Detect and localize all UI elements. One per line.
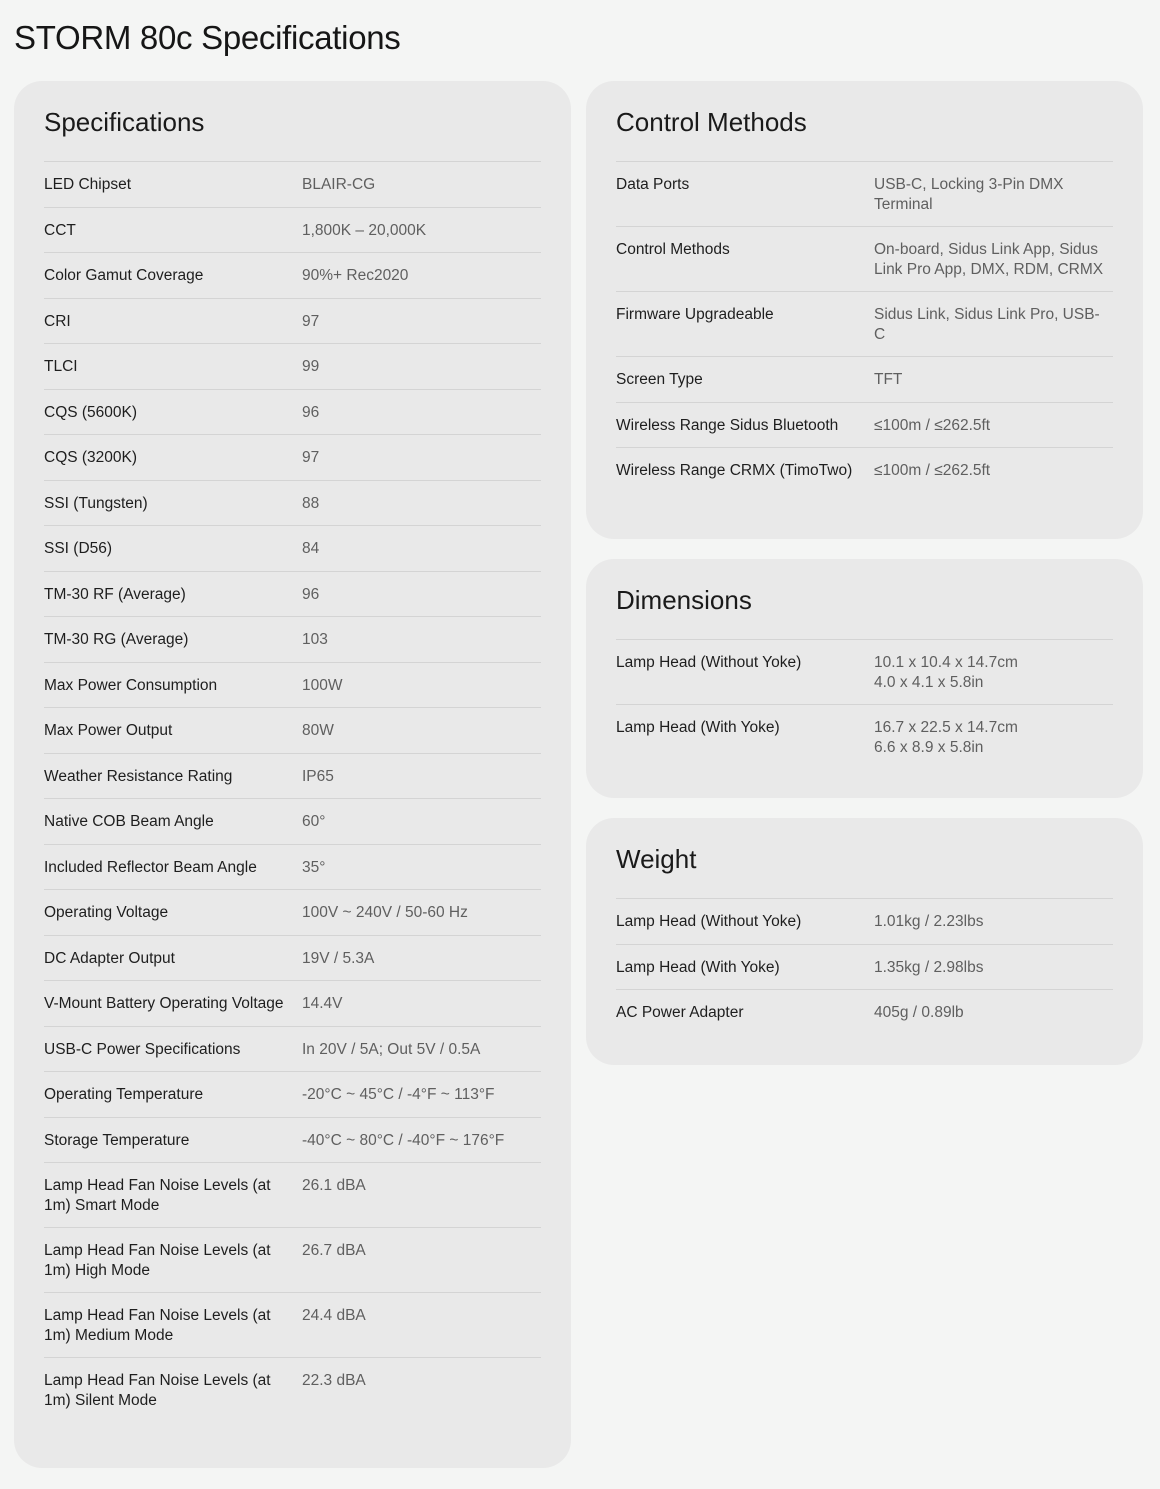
spec-label: CQS (3200K) [44,449,138,466]
spec-label: Max Power Output [44,722,173,739]
dimension-label: Lamp Head (Without Yoke) [616,654,802,671]
spec-value: 35° [302,858,326,876]
spec-label: CQS (5600K) [44,403,138,421]
weight-row-ac-adapter [616,990,1113,1036]
spec-label: LED Chipset [44,176,132,193]
dimension-imperial: 4.0 x 4.1 x 5.8in [874,673,984,691]
spec-row-cqs-5600k [44,390,541,436]
spec-value: BLAIR-CG [302,176,376,193]
dimension-metric: 16.7 x 22.5 x 14.7cm [874,719,1018,736]
control-label: Screen Type [616,371,703,388]
spec-row-reflector-beam-angle [44,845,541,891]
weight-value: 1.35kg / 2.98lbs [874,958,984,976]
dimensions-card [586,559,1143,798]
control-methods-card [586,81,1143,539]
control-row-data-ports [616,162,1113,227]
control-row-bluetooth-range [616,403,1113,449]
spec-row-vmount-voltage [44,981,541,1027]
spec-value: 103 [302,631,328,648]
dimension-metric: 10.1 x 10.4 x 14.7cm [874,654,1018,671]
spec-label: Color Gamut Coverage [44,267,204,284]
spec-row-fan-noise-smart [44,1163,541,1228]
spec-label: Lamp Head Fan Noise Levels (at 1m) High Mode [44,1242,271,1279]
spec-label: SSI (Tungsten) [44,494,148,512]
spec-value: 100V ~ 240V / 50-60 Hz [302,904,468,921]
spec-label: TLCI [44,358,78,375]
spec-row-ssi-d56 [44,526,541,572]
dimension-row-with-yoke [616,705,1113,769]
spec-value: 96 [302,585,320,603]
spec-label: DC Adapter Output [44,949,175,967]
spec-row-storage-temperature [44,1118,541,1164]
spec-row-weather-resistance [44,754,541,800]
spec-value: 26.1 dBA [302,1177,366,1194]
spec-row-cri [44,299,541,345]
control-label: Wireless Range Sidus Bluetooth [616,416,839,434]
spec-row-led-chipset [44,162,541,208]
control-label: Firmware Upgradeable [616,306,774,323]
spec-row-tlci [44,344,541,390]
control-value: TFT [874,371,903,388]
control-value: Sidus Link, Sidus Link Pro, USB-C [874,306,1100,343]
weight-row-with-yoke [616,945,1113,991]
spec-label: SSI (D56) [44,540,113,557]
spec-row-usbc-power [44,1027,541,1073]
control-value: On-board, Sidus Link App, Sidus Link Pro App, DMX, RDM, CRMX [874,241,1104,278]
dimension-value [874,718,1113,757]
control-value: USB-C, Locking 3-Pin DMX Terminal [874,176,1064,213]
spec-value: 60° [302,813,326,830]
control-label: Wireless Range CRMX (TimoTwo) [616,462,853,479]
weight-value: 405g / 0.89lb [874,1004,964,1021]
spec-row-operating-temperature [44,1072,541,1118]
spec-row-fan-noise-medium [44,1293,541,1358]
dimension-imperial: 6.6 x 8.9 x 5.8in [874,738,984,756]
weight-row-without-yoke [616,899,1113,945]
spec-value: 1,800K – 20,000K [302,221,427,239]
dimensions-table [616,639,1113,769]
spec-row-ssi-tungsten [44,481,541,527]
spec-value: -20°C ~ 45°C / -4°F ~ 113°F [302,1086,495,1103]
control-value: ≤100m / ≤262.5ft [874,462,991,479]
spec-label: CCT [44,221,76,239]
weight-label: AC Power Adapter [616,1004,744,1021]
control-row-crmx-range [616,448,1113,494]
spec-value: IP65 [302,767,334,785]
spec-label: TM-30 RF (Average) [44,585,186,603]
spec-row-cqs-3200k [44,435,541,481]
spec-row-max-power-output [44,708,541,754]
dimensions-title: Dimensions [616,585,752,615]
control-methods-title: Control Methods [616,107,807,137]
spec-row-max-power-consumption [44,663,541,709]
spec-value: 99 [302,358,320,375]
control-label: Data Ports [616,176,690,193]
spec-row-dc-adapter-output [44,936,541,982]
spec-label: Lamp Head Fan Noise Levels (at 1m) Silent Mode [44,1372,271,1409]
spec-value: -40°C ~ 80°C / -40°F ~ 176°F [302,1131,505,1149]
control-value: ≤100m / ≤262.5ft [874,416,991,434]
spec-value: 24.4 dBA [302,1307,366,1324]
spec-value: 84 [302,540,320,557]
spec-value: In 20V / 5A; Out 5V / 0.5A [302,1040,481,1058]
spec-label: Operating Voltage [44,904,169,921]
spec-row-native-beam-angle [44,799,541,845]
spec-label: Max Power Consumption [44,676,218,694]
dimension-value [874,653,1113,692]
spec-label: CRI [44,312,71,330]
specifications-table [44,161,541,1422]
spec-value: 97 [302,312,320,330]
spec-value: 26.7 dBA [302,1242,366,1259]
spec-label: Included Reflector Beam Angle [44,858,257,876]
spec-label: Lamp Head Fan Noise Levels (at 1m) Smart Mode [44,1177,271,1214]
page-title: STORM 80c Specifications [14,19,401,56]
spec-label: TM-30 RG (Average) [44,631,189,648]
spec-row-operating-voltage [44,890,541,936]
dimension-label: Lamp Head (With Yoke) [616,719,780,736]
spec-value: 80W [302,722,334,739]
weight-table [616,898,1113,1036]
control-label: Control Methods [616,241,730,258]
specifications-title: Specifications [44,107,205,137]
spec-row-fan-noise-silent [44,1358,541,1422]
spec-label: Lamp Head Fan Noise Levels (at 1m) Medium Mode [44,1307,271,1344]
spec-value: 100W [302,676,343,694]
spec-value: 88 [302,494,320,512]
spec-label: Weather Resistance Rating [44,767,233,785]
specifications-card [14,81,571,1468]
spec-value: 14.4V [302,995,343,1012]
spec-label: Storage Temperature [44,1131,190,1149]
weight-label: Lamp Head (Without Yoke) [616,913,802,930]
spec-value: 97 [302,449,320,466]
weight-label: Lamp Head (With Yoke) [616,958,780,976]
weight-card [586,818,1143,1065]
spec-value: 90%+ Rec2020 [302,267,409,284]
control-methods-table [616,161,1113,494]
spec-value: 96 [302,403,320,421]
control-row-control-methods [616,227,1113,292]
control-row-firmware [616,292,1113,357]
spec-row-tm30-rg [44,617,541,663]
dimension-row-without-yoke [616,640,1113,705]
spec-label: Operating Temperature [44,1086,204,1103]
weight-value: 1.01kg / 2.23lbs [874,913,984,930]
weight-title: Weight [616,844,697,874]
spec-label: V-Mount Battery Operating Voltage [44,995,284,1012]
spec-value: 19V / 5.3A [302,949,375,967]
spec-row-cct [44,208,541,254]
spec-row-color-gamut [44,253,541,299]
spec-row-tm30-rf [44,572,541,618]
spec-row-fan-noise-high [44,1228,541,1293]
spec-value: 22.3 dBA [302,1372,366,1389]
spec-label: Native COB Beam Angle [44,813,214,830]
spec-label: USB-C Power Specifications [44,1040,241,1058]
control-row-screen-type [616,357,1113,403]
